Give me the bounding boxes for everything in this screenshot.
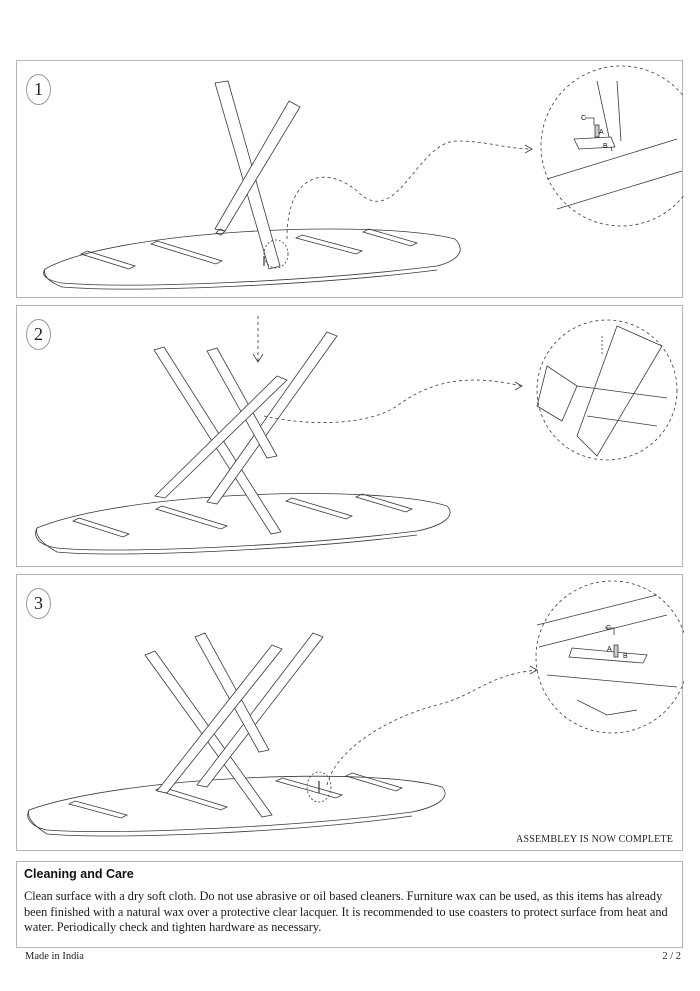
- dashed-arrow: [287, 141, 532, 239]
- completion-note: ASSEMBLEY IS NOW COMPLETE: [516, 834, 673, 845]
- dashed-arrow: [327, 670, 537, 785]
- detail-rail: [557, 171, 682, 209]
- step-number: 1: [26, 74, 51, 105]
- detail-leg: [577, 326, 662, 456]
- callout-c: C: [581, 115, 587, 122]
- callout-b: B: [623, 653, 628, 660]
- detail-bracket: [585, 118, 594, 125]
- step-3-illustration: [17, 575, 684, 852]
- callout-b: B: [603, 143, 608, 150]
- care-instructions: Clean surface with a dry soft cloth. Do not use abrasive or oil based cleaners. Furniture wax can be used, as this items has already been finished with a natural wax over a protective clear lacquer. It is recommended to use coasters to protect surface from heat and water. Periodically check and tighten hardware as necessary.: [24, 889, 668, 934]
- step-2-panel: [16, 305, 683, 567]
- callout-a: A: [607, 646, 612, 653]
- cleaning-care-section: [16, 861, 683, 948]
- callout-a: A: [599, 129, 604, 136]
- leg: [155, 376, 287, 498]
- step-3-panel: [16, 574, 683, 851]
- section-title: Cleaning and Care: [24, 867, 134, 881]
- step-1-illustration: [17, 61, 684, 299]
- detail-leg: [587, 416, 657, 426]
- table-top: [28, 776, 445, 831]
- step-number: 3: [26, 588, 51, 619]
- detail-plate: [574, 137, 615, 149]
- detail-leg: [537, 366, 577, 421]
- dashed-arrow: [264, 380, 522, 423]
- step-2-illustration: [17, 306, 684, 568]
- callout-c: C: [606, 625, 612, 632]
- detail-leg: [577, 386, 667, 398]
- detail-rail: [577, 700, 637, 715]
- detail-rail: [547, 675, 677, 687]
- detail-leg: [617, 81, 621, 141]
- origin-label: Made in India: [25, 951, 84, 962]
- page-number: 2 / 2: [662, 951, 681, 962]
- detail-bolt: [614, 645, 618, 657]
- detail-rail: [537, 595, 657, 625]
- step-number: 2: [26, 319, 51, 350]
- step-1-panel: [16, 60, 683, 298]
